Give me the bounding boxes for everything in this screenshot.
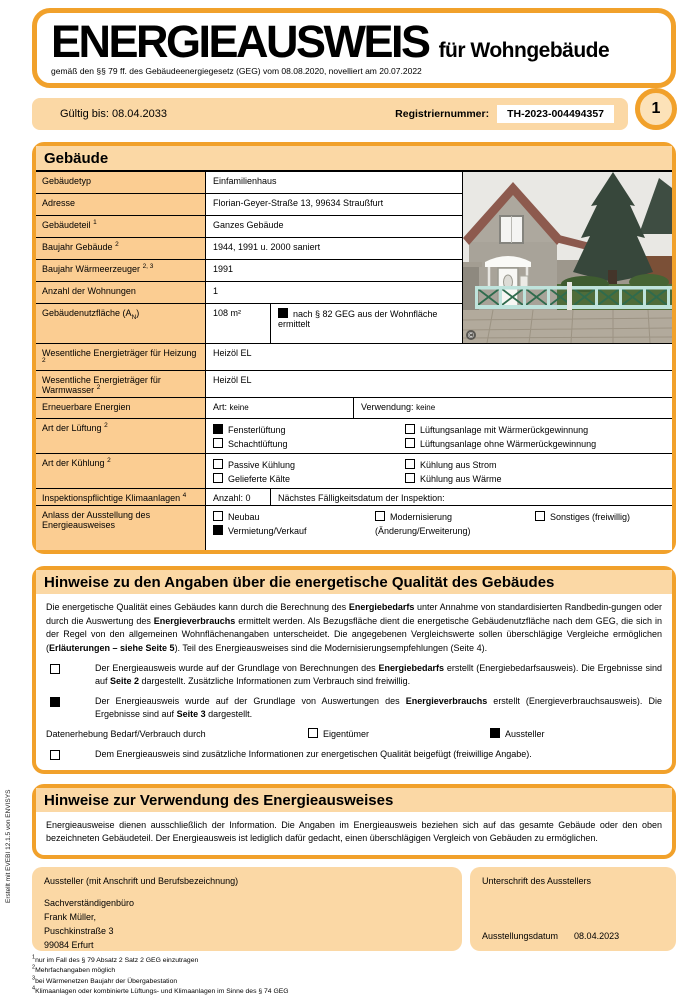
issue-date-row <box>482 931 619 941</box>
table-row <box>36 344 672 371</box>
data-collection-line: Datenerhebung Bedarf/Verbrauch durch Eigentümer Aussteller <box>46 729 545 740</box>
quality-hints-title: Hinweise zu den Angaben über die energetische Qualität des Gebäudes <box>36 570 672 594</box>
issuer-address: Sachverständigenbüro Frank Müller, Puschkinstraße 3 99084 Erfurt <box>44 897 135 950</box>
renewable-verwendung: Verwendung: keine <box>353 398 672 418</box>
validity-bar <box>32 98 628 130</box>
registration-label: Registriernummer: <box>395 108 490 120</box>
building-photo-image <box>462 172 672 343</box>
cooling-option: Kühlung aus Wärme <box>405 472 665 486</box>
signature-box <box>470 867 676 951</box>
row-value <box>206 398 672 418</box>
ventilation-option: Fensterlüftung <box>213 423 405 437</box>
ventilation-option: Lüftungsanlage mit Wärmerückgewinnung <box>405 423 665 437</box>
footnote: $^2$Mehrfachangaben möglich <box>32 965 116 975</box>
row-value: 1 <box>213 286 219 296</box>
checkbox <box>213 438 223 448</box>
cooling-option: Gelieferte Kälte <box>213 472 405 486</box>
issue-reason-option: Vermietung/Verkauf <box>213 524 375 538</box>
checkbox <box>405 424 415 434</box>
checkbox <box>375 511 385 521</box>
building-section-title: Gebäude <box>36 146 672 172</box>
issue-reason-option: Sonstiges (freiwillig) <box>535 510 665 524</box>
row-value: Einfamilienhaus <box>213 176 277 186</box>
table-row <box>36 489 672 506</box>
table-row <box>36 194 462 216</box>
consumption-certificate-item: Der Energieausweis wurde auf der Grundlage von Auswertungen des Energieverbrauchs erstellt (Energieverbrauchsausweis). Die Ergebnisse sind auf Seite 3 dargestellt. <box>46 695 662 721</box>
document-title: ENERGIEAUSWEIS <box>51 16 429 67</box>
row-value: Ganzes Gebäude <box>213 220 284 230</box>
building-section <box>32 142 676 554</box>
floor-area-value: 108 m² <box>213 308 242 318</box>
building-photo <box>462 172 672 344</box>
row-label: Gebäudetyp <box>36 172 206 193</box>
row-label: Art der Lüftung $^2$ <box>36 419 206 453</box>
row-value: Heizöl EL <box>213 348 252 358</box>
footnote: $^3$bei Wärmenetzen Baujahr der Übergabestation <box>32 975 178 985</box>
table-row <box>36 282 462 304</box>
demand-certificate-item: Der Energieausweis wurde auf der Grundlage von Berechnungen des Energiebedarfs erstellt (Energiebedarfsausweis). Die Ergebnisse sind auf Seite 2 dargestellt. Zusätzliche Informationen zum Verbrauch sind freiwillig. <box>46 662 662 688</box>
additional-info-item: Dem Energieausweis sind zusätzliche Informationen zur energetischen Qualität beigefügt (freiwillige Angabe). <box>46 748 662 761</box>
row-value: 1991 <box>213 264 234 274</box>
checkbox <box>213 473 223 483</box>
row-label: Inspektionspflichtige Klimaanlagen $^4$ <box>36 489 206 505</box>
footnotes <box>32 956 676 998</box>
table-row <box>36 260 462 282</box>
row-label: Gebäudenutzfläche $(A_N)$ <box>36 304 206 343</box>
cooling-option: Kühlung aus Strom <box>405 458 665 472</box>
row-label: Adresse <box>36 194 206 215</box>
checkbox <box>535 511 545 521</box>
hvac-due-date: Nächstes Fälligkeitsdatum der Inspektion: <box>270 489 672 505</box>
table-row <box>36 371 672 398</box>
issue-reason-option: Neubau <box>213 510 375 524</box>
software-credit: Erstellt mit EVEBI 12.1.5 von ENVISYS <box>5 789 12 903</box>
row-value <box>206 506 672 550</box>
quality-intro-paragraph: Die energetische Qualität eines Gebäudes kann durch die Berechnung des Energiebedarfs unter Annahme von standardisierten Randbedin-gungen oder durch die Auswertung des Energieverbrauchs ermittelt werden. Als Bezugsfläche dient die energetische Gebäudenutzfläche nach dem GEG, die sich in der Regel von den allgemeinen Wohnflächenangaben unterscheidet. Die angegebenen Vergleichswerte sollen überschlägige Vergleiche ermöglichen (Erläuterungen – siehe Seite 5). Teil des Energieausweises sind die Modernisierungsempfehlungen (Seite 4). <box>46 602 662 653</box>
document-subtitle: gemäß den §§ 79 ff. des Gebäudeenergiegesetz (GEG) vom 08.08.2020, novelliert am 20.07.2022 <box>51 66 422 77</box>
issuer-label: Aussteller (mit Anschrift und Berufsbezeichnung) <box>44 875 239 886</box>
row-label: Wesentliche Energieträger für Warmwasser $^2$ <box>36 371 206 397</box>
ventilation-option: Schachtlüftung <box>213 437 405 451</box>
row-label: Baujahr Gebäude $^2$ <box>36 238 206 259</box>
row-value <box>206 419 672 453</box>
issue-reason-option: Modernisierung <box>375 510 535 524</box>
table-row <box>36 454 672 489</box>
title-box <box>32 8 676 88</box>
row-value: 1944, 1991 u. 2000 saniert <box>213 242 321 252</box>
row-label: Baujahr Wärmeerzeuger $^{2, 3}$ <box>36 260 206 281</box>
footnote: $^1$nur im Fall des § 79 Absatz 2 Satz 2 GEG einzutragen <box>32 954 199 964</box>
row-value <box>206 454 672 488</box>
checkbox <box>308 728 318 738</box>
signature-label: Unterschrift des Ausstellers <box>482 875 592 886</box>
checkbox <box>213 459 223 469</box>
row-label: Erneuerbare Energien <box>36 398 206 418</box>
table-row <box>36 419 672 454</box>
data-collection-owner: Eigentümer <box>308 728 490 741</box>
checkbox <box>405 438 415 448</box>
ventilation-option: Lüftungsanlage ohne Wärmerückgewinnung <box>405 437 665 451</box>
hvac-count: Anzahl: 0 <box>213 493 251 503</box>
table-row <box>36 172 462 194</box>
checkbox <box>50 750 60 760</box>
table-row <box>36 304 462 344</box>
renewable-art: Art: keine <box>213 402 249 412</box>
checkbox <box>50 697 60 707</box>
issue-reason-note: (Änderung/Erweiterung) <box>375 526 471 536</box>
table-row <box>36 506 672 550</box>
issuer-box <box>32 867 462 951</box>
table-row <box>36 238 462 260</box>
checkbox <box>50 664 60 674</box>
issue-date-label: Ausstellungsdatum <box>482 930 559 941</box>
issue-date-value: 08.04.2023 <box>574 930 620 941</box>
usage-hints-title: Hinweise zur Verwendung des Energieausweises <box>36 788 672 812</box>
usage-paragraph: Energieausweise dienen ausschließlich der Information. Die Angaben im Energieausweis beziehen sich auf das gesamte Gebäude oder den oben bezeichneten Gebäudeteil. Der Energieausweis ist lediglich dafür gedacht, einen überschlägigen Vergleich von Gebäuden zu ermöglichen. <box>46 819 662 844</box>
floor-area-note: nach § 82 GEG aus der Wohnfläche ermittelt <box>270 304 462 343</box>
usage-hints-section <box>32 784 676 859</box>
row-label: Wesentliche Energieträger für Heizung $^2$ <box>36 344 206 370</box>
photo-copyright: © <box>468 331 474 340</box>
row-label: Gebäudeteil $^1$ <box>36 216 206 237</box>
checkbox <box>405 459 415 469</box>
row-label: Anlass der Ausstellung des Energieausweises <box>36 506 206 550</box>
footnote: $^4$Klimaanlagen oder kombinierte Lüftungs- und Klimaanlagen im Sinne des § 74 GEG <box>32 986 289 996</box>
quality-hints-section <box>32 566 676 774</box>
row-label: Art der Kühlung $^2$ <box>36 454 206 488</box>
checkbox <box>405 473 415 483</box>
document-title-suffix: für Wohngebäude <box>438 39 610 62</box>
table-row <box>36 216 462 238</box>
checkbox <box>213 424 223 434</box>
row-value <box>206 489 672 505</box>
row-value <box>206 304 462 343</box>
registration-number: TH-2023-004494357 <box>497 105 614 123</box>
table-row <box>36 398 672 419</box>
row-label: Anzahl der Wohnungen <box>36 282 206 303</box>
row-value: Heizöl EL <box>213 375 252 385</box>
page-number-badge: 1 <box>635 88 677 130</box>
row-value: Florian-Geyer-Straße 13, 99634 Straußfurt <box>213 198 384 208</box>
data-collection-issuer: Aussteller <box>490 728 545 741</box>
cooling-option: Passive Kühlung <box>213 458 405 472</box>
checkbox <box>278 308 288 318</box>
checkbox <box>490 728 500 738</box>
checkbox <box>213 525 223 535</box>
valid-until: Gültig bis: 08.04.2033 <box>60 108 168 120</box>
checkbox <box>213 511 223 521</box>
